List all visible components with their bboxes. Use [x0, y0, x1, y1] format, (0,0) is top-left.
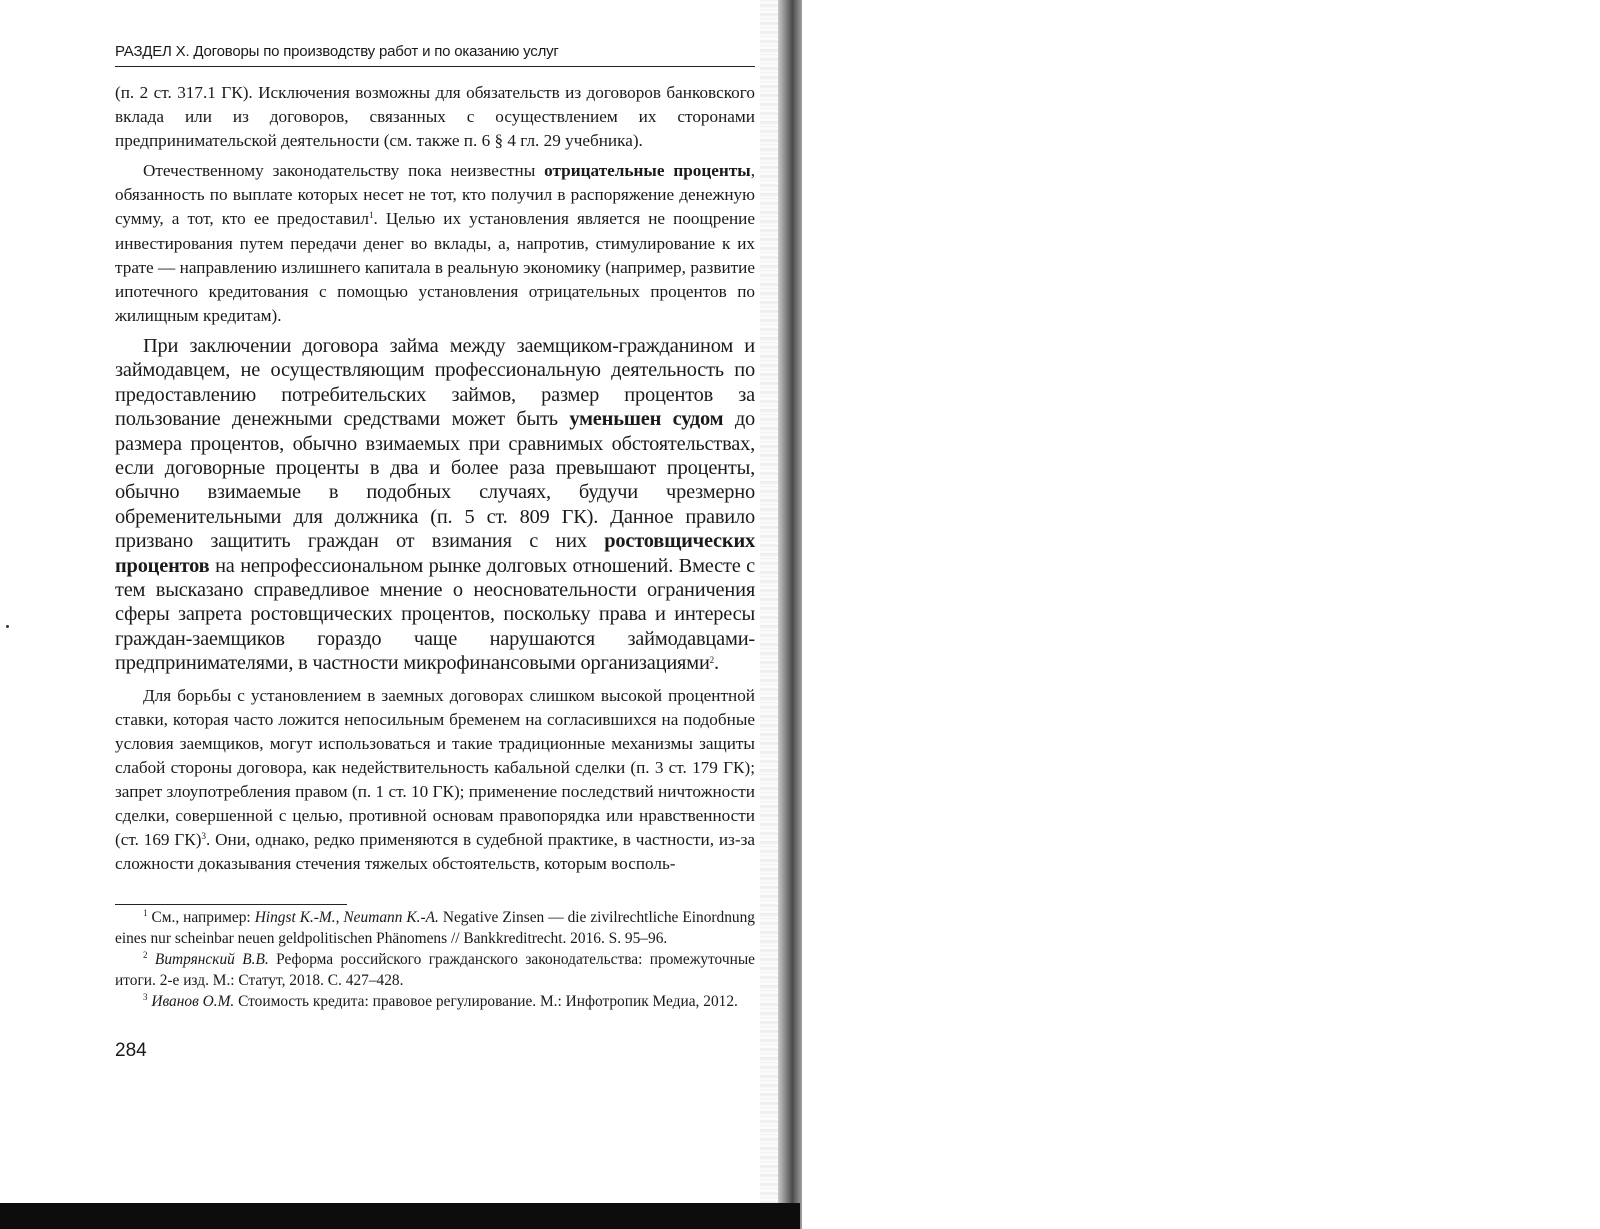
footnote-ref-3: 3 — [201, 831, 206, 842]
page-number: 284 — [115, 1040, 147, 1062]
term-usurious-interest: ростовщических процентов — [115, 530, 755, 577]
paragraph-3-end: . — [713, 652, 719, 675]
paragraph-1-text: (п. 2 ст. 317.1 ГК). Исключения возможны для обязательств из договоров банковского вклада или из договоров, связанных с осуществлением их сторонами предпринимательской деятельности (см. также п. 6 § 4 гл. 29 учебника). — [115, 83, 755, 151]
footnote-3 — [115, 991, 755, 1012]
footnote-ref-1: 1 — [369, 210, 374, 221]
footnotes — [115, 907, 755, 1012]
scan-speck — [6, 625, 9, 628]
paragraph-4-text-a: Для борьбы с установлением в заемных договорах слишком высокой процентной ставки, которая часто ложится непосильным бременем на согласившихся на подобные условия заемщиков, могут использоваться и такие традиционные механизмы защиты слабой стороны договора, как недействительность кабальной сделки (п. 3 ст. 179 ГК); запрет злоупотребления правом (п. 1 ст. 10 ГК); применение последствий ничтожности сделки, совершенной с целью, противной основам правопорядка или нравственности (ст. 169 ГК) — [115, 685, 755, 850]
footnote-1-number: 1 — [143, 908, 148, 919]
paragraph-1 — [115, 81, 755, 153]
footnote-2-number: 2 — [143, 950, 148, 961]
paragraph-3-text-a: При заключении договора займа между заемщиком-гражданином и займодавцем, не осуществляющим профессиональную деятельность по предоставлению потребительских займов, размер процентов за пользование денежными средствами может быть — [115, 334, 755, 431]
footnote-1-lead: См., например: — [151, 909, 255, 927]
footnote-3-number: 3 — [143, 992, 148, 1003]
term-reduced-by-court: уменьшен судом — [569, 408, 724, 431]
book-binding-shadow — [778, 0, 802, 1229]
paragraph-3-text-b: до размера процентов, обычно взимаемых при сравнимых обстоятельствах, если договорные проценты в два и более раза превышают проценты, обычно взимаемые в подобных случаях, будучи чрезмерно обременительными для должника (п. 5 ст. 809 ГК). Данное правило призвано защитить граждан от взимания с них — [115, 408, 755, 553]
footnote-2-authors: Витрянский В.В. — [154, 951, 269, 969]
term-negative-interest: отрицательные проценты — [544, 161, 751, 181]
footnote-3-authors: Иванов О.М. — [151, 993, 235, 1011]
footnote-1 — [115, 907, 755, 949]
paragraph-4-text-b: . Они, однако, редко применяются в судебной практике, в частности, из-за сложности доказывания стечения тяжелых обстоятельств, которым восполь- — [115, 830, 755, 874]
footnote-rule — [115, 904, 347, 905]
book-page — [115, 40, 755, 1062]
running-head: РАЗДЕЛ X. Договоры по производству работ и по оказанию услуг — [115, 43, 755, 67]
paragraph-4 — [115, 684, 755, 877]
paragraph-2-text-a: Отечественному законодательству пока неизвестны — [143, 161, 545, 181]
binding-speckle — [760, 0, 780, 1229]
paragraph-3-text-c: на непрофессиональном рынке долговых отношений. Вместе с тем высказано справедливое мнение о неосновательности ограничения сферы запрета ростовщических процентов, поскольку права и интересы граждан-заемщиков гораздо чаще нарушаются займодавцами-предпринимателями, в частности микрофинансовыми организациями — [115, 554, 755, 675]
paragraph-3 — [115, 334, 755, 676]
footnote-ref-2: 2 — [709, 655, 714, 666]
footnote-1-text: Negative Zinsen — die zivilrechtliche Einordnung eines nur scheinbar neuen geldpolitischen Phänomens // Bankkreditrecht. 2016. S. 95–96. — [115, 909, 755, 948]
paragraph-2-text-b: , обязанность по выплате которых несет не тот, кто получил в распоряжение денежную сумму, а тот, кто ее предоставил — [115, 161, 755, 229]
footnote-1-authors: Hingst K.-M., Neumann K.-A. — [254, 909, 439, 927]
scan-bottom-edge — [0, 1203, 800, 1229]
paragraph-2-text-c: . Целью их установления является не поощрение инвестирования путем передачи денег во вклады, а, напротив, стимулирование к их трате — направлению излишнего капитала в реальную экономику (например, развитие ипотечного кредитования с помощью установления отрицательных процентов по жилищным кредитам). — [115, 209, 756, 325]
footnote-2 — [115, 949, 755, 991]
footnote-3-text: Стоимость кредита: правовое регулирование. М.: Инфотропик Медиа, 2012. — [234, 993, 738, 1011]
footnote-2-text: Реформа российского гражданского законодательства: промежуточные итоги. 2-е изд. М.: Статут, 2018. С. 427–428. — [115, 951, 755, 990]
paragraph-2 — [115, 159, 755, 328]
